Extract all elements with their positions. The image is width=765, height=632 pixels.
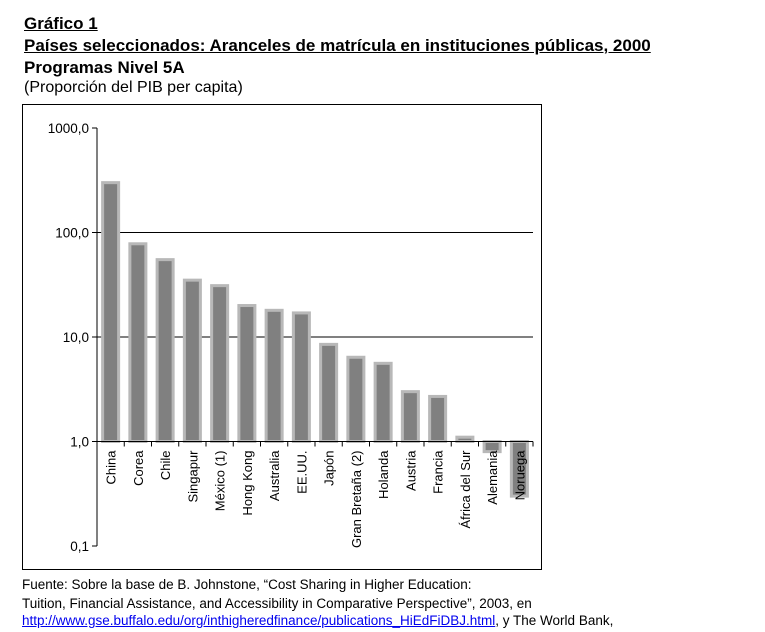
source-line-1: Fuente: Sobre la base de B. Johnstone, “Cost Sharing in Higher Education: — [22, 577, 472, 592]
x-tick-label: Singapur — [185, 450, 201, 503]
bar-1 — [103, 183, 119, 442]
bar-15 — [484, 442, 500, 452]
bar-12 — [402, 392, 418, 442]
x-tick-label: Alemania — [485, 450, 501, 505]
x-tick-label: Australia — [267, 450, 283, 502]
x-tick-label: Holanda — [376, 450, 392, 499]
y-tick-label: 1000,0 — [47, 121, 89, 136]
x-tick-label: Francia — [430, 450, 446, 494]
chart-title: Países seleccionados: Aranceles de matrícula en instituciones públicas, 2000 — [24, 36, 651, 55]
x-tick-label: Hong Kong — [239, 450, 255, 516]
x-tick-label: China — [103, 450, 119, 485]
x-tick-label: África del Sur — [457, 450, 473, 529]
x-tick-label: Gran Bretaña (2) — [348, 450, 364, 549]
x-tick-label: Chile — [158, 450, 174, 481]
y-tick-label: 100,0 — [55, 225, 89, 241]
bar-6 — [239, 306, 255, 442]
x-tick-label: Japón — [321, 450, 337, 486]
chart-subtitle: Programas Nivel 5A — [24, 58, 185, 77]
source-line-3-rest: , y The World Bank, — [495, 613, 614, 628]
x-tick-label: México (1) — [212, 450, 228, 512]
bar-4 — [184, 280, 200, 441]
chart-unit: (Proporción del PIB per capita) — [24, 79, 243, 96]
bar-2 — [130, 244, 146, 442]
chart-frame — [22, 104, 542, 570]
x-tick-label: EE.UU. — [294, 450, 310, 494]
y-tick-label: 1,0 — [70, 434, 89, 450]
x-tick-label: Corea — [130, 450, 146, 486]
x-tick-label: Noruega — [512, 450, 528, 501]
bar-13 — [430, 396, 446, 441]
source-line-2: Tuition, Financial Assistance, and Accessibility in Comparative Perspective”, 2003, en — [22, 596, 532, 611]
y-tick-label: 10,0 — [62, 330, 89, 345]
bar-3 — [157, 260, 173, 442]
chart-label: Gráfico 1 — [24, 14, 98, 33]
source-link[interactable]: http://www.gse.buffalo.edu/org/inthigheredfinance/publications_HiEdFiDBJ.html — [22, 613, 496, 628]
bar-8 — [293, 313, 309, 442]
bar-9 — [321, 344, 337, 441]
bar-chart — [23, 105, 543, 571]
bar-14 — [457, 437, 473, 441]
bar-10 — [348, 357, 364, 441]
y-tick-label: 0,1 — [70, 539, 89, 554]
bar-11 — [375, 363, 391, 441]
source-line-3 — [22, 613, 613, 628]
x-tick-label: Austria — [403, 450, 419, 491]
bar-5 — [212, 286, 228, 442]
bar-7 — [266, 310, 282, 441]
